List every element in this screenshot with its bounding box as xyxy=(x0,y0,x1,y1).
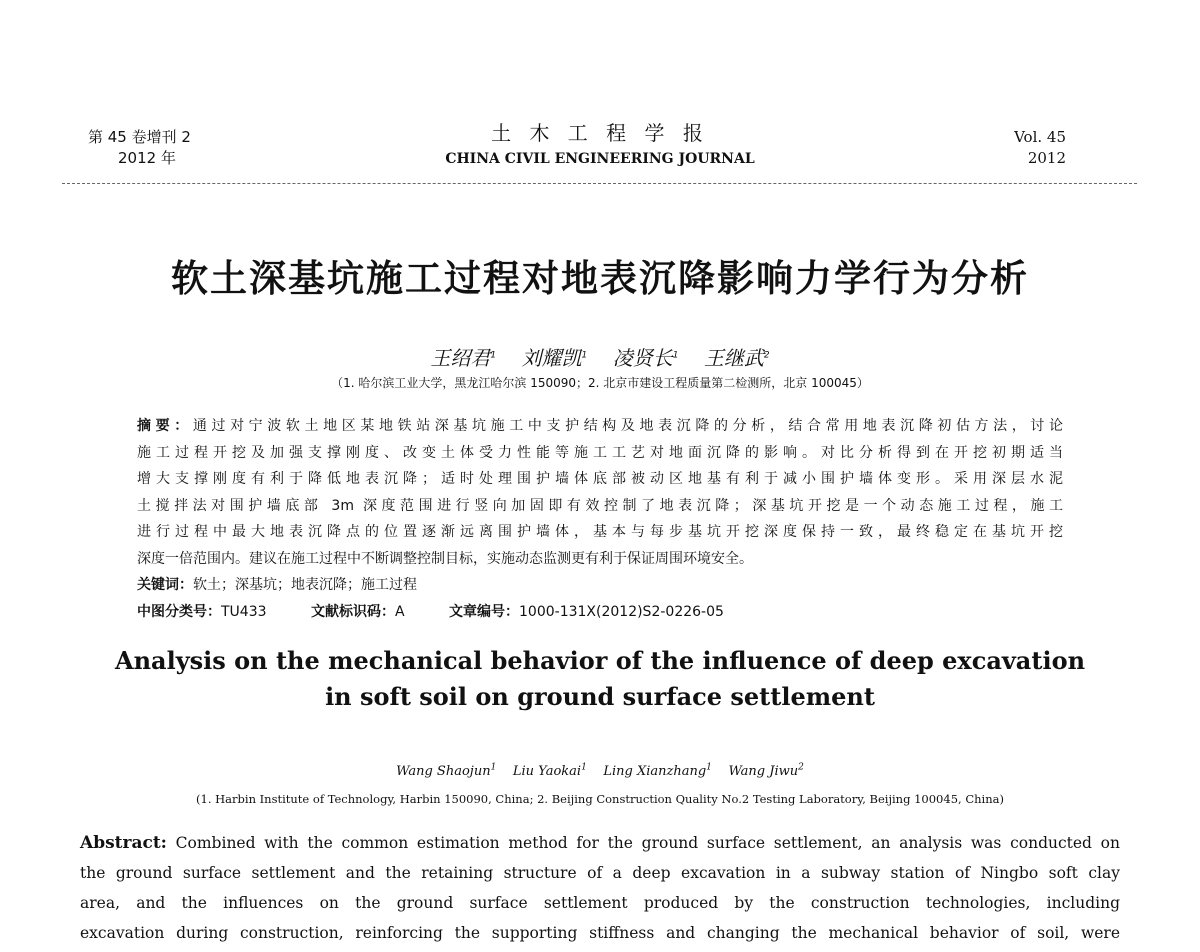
abstract-cn-line: 进行过程中最大地表沉降点的位置逐渐远离围护墙体，基本与每步基坑开挖深度保持一致，最终稳定在基坑开挖 xyxy=(137,524,1063,540)
author-cn: 王继武$^2$ xyxy=(703,346,770,370)
journal-title-cn: 土 木 工 程 学 报 xyxy=(491,121,709,145)
abstract-en-line: the ground surface settlement and the retaining structure of a deep excavation in a subway station of Ningbo soft clay xyxy=(80,864,1120,882)
classification-line: 中图分类号：TU433 文献标识码：A 文章编号：1000-131X(2012)S2-0226-05 xyxy=(137,603,724,620)
abstract-en xyxy=(80,828,1120,948)
title-cn: 软土深基坑施工过程对地表沉降影响力学行为分析 xyxy=(171,257,1029,300)
header-divider xyxy=(62,183,1137,184)
abstract-cn-line: 土搅拌法对围护墙底部 3m 深度范围进行竖向加固即有效控制了地表沉降；深基坑开挖是一个动态施工过程，施工 xyxy=(137,497,1063,514)
title-en xyxy=(0,643,1200,715)
volume-cn: 第 45 卷增刊 2 xyxy=(88,128,191,146)
author-cn: 凌贤长$^1$ xyxy=(612,346,679,370)
author-cn: 王绍君$^1$ xyxy=(430,346,497,370)
author-en: Wang Shaojun$^1$ xyxy=(396,763,497,780)
year-en: 2012 xyxy=(1027,149,1066,167)
affiliation-en: (1. Harbin Institute of Technology, Harbin 150090, China; 2. Beijing Construction Quality No.2 Testing Laboratory, Beijing 100045, China) xyxy=(196,792,1004,806)
author-en: Liu Yaokai$^1$ xyxy=(512,763,587,780)
volume-en: Vol. 45 xyxy=(1014,128,1066,146)
affiliation-cn: （1. 哈尔滨工业大学，黑龙江哈尔滨 150090；2. 北京市建设工程质量第二检测所，北京 100045） xyxy=(331,376,869,390)
author-en: Wang Jiwu$^2$ xyxy=(728,763,804,780)
authors-en xyxy=(0,763,1200,779)
abstract-cn xyxy=(137,413,1063,625)
abstract-en-line: area, and the influences on the ground surface settlement produced by the construction technologies, including xyxy=(80,894,1120,912)
abstract-en-line: Abstract: Combined with the common estimation method for the ground surface settlement, an analysis was conducted on xyxy=(80,833,1120,853)
abstract-cn-line: 深度一倍范围内。建议在施工过程中不断调整控制目标，实施动态监测更有利于保证周围环境安全。 xyxy=(137,550,753,567)
title-en-line: Analysis on the mechanical behavior of the influence of deep excavation xyxy=(114,646,1086,675)
author-en: Ling Xianzhang$^1$ xyxy=(603,763,712,780)
abstract-cn-line: 施工过程开挖及加强支撑刚度、改变土体受力性能等施工工艺对地面沉降的影响。对比分析得到在开挖初期适当 xyxy=(137,444,1063,461)
keywords-cn: 关键词：软土；深基坑；地表沉降；施工过程 xyxy=(137,577,417,593)
abstract-cn-line: 摘要：通过对宁波软土地区某地铁站深基坑施工中支护结构及地表沉降的分析，结合常用地表沉降初估方法，讨论 xyxy=(137,418,1064,434)
title-en-line: in soft soil on ground surface settlement xyxy=(325,682,875,711)
abstract-cn-line: 增大支撑刚度有利于降低地表沉降；适时处理围护墙体底部被动区地基有利于减小围护墙体变形。采用深层水泥 xyxy=(137,471,1063,487)
authors-cn xyxy=(0,342,1200,371)
abstract-en-line: excavation during construction, reinforcing the supporting stiffness and changing the mechanical behavior of soil, were xyxy=(80,924,1120,942)
journal-title-en: CHINA CIVIL ENGINEERING JOURNAL xyxy=(445,151,755,167)
year-cn: 2012 年 xyxy=(118,149,176,167)
author-cn: 刘耀凯$^1$ xyxy=(521,346,588,370)
